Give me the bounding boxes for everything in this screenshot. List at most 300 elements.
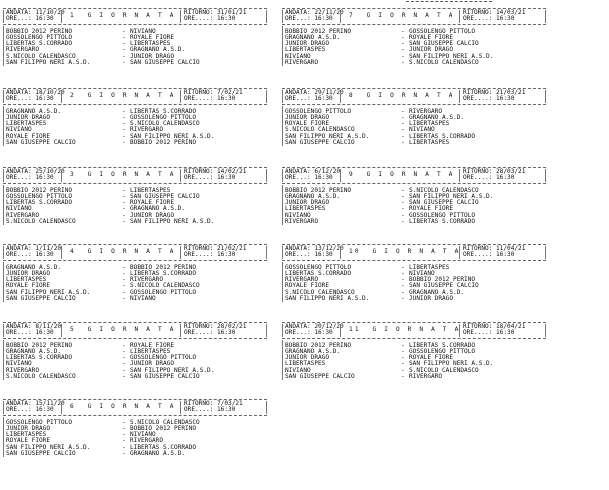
vs-dash: - [122,437,126,445]
home-team: GOSSOLENGO PITTOLO [285,107,352,115]
away-team: ROYALE FIORE [409,33,454,41]
giornata-title: 7 G I O R N A T A [349,12,455,20]
home-team: JUNIOR DRAGO [285,199,330,207]
separator [459,10,460,23]
giornata-header [3,90,267,103]
vs-dash: - [122,199,126,207]
vs-dash: - [122,450,126,458]
home-team: SAN GIUSEPPE CALCIO [285,373,355,381]
divider [3,183,267,184]
vs-dash: - [401,269,405,277]
andata-date: ANDATA: 20/12/20 [285,323,344,330]
giornata-header [282,90,546,103]
separator [340,169,341,182]
vs-dash: - [122,120,126,128]
vs-dash: - [401,373,405,381]
separator [180,90,181,103]
vs-dash: - [401,46,405,54]
away-team: ROYALE FIORE [409,205,454,213]
vs-dash: - [401,288,405,296]
separator [459,90,460,103]
divider [282,183,546,184]
away-team: NIVIANO [409,269,435,277]
andata-time: ORE...: 16:30 [285,95,333,103]
vs-dash: - [401,139,405,147]
vs-dash: - [122,354,126,362]
match-row [4,296,267,302]
home-team: SAN FILIPPO NERI A.S.D. [285,295,370,303]
away-team: LIBERTASPES [409,120,450,128]
away-team: SAN FILIPPO NERI A.S.D. [130,218,215,226]
away-team: JUNIOR DRAGO [130,360,175,368]
match-row [4,374,267,380]
separator [61,169,62,182]
home-team: RIVERGARO [285,59,319,67]
andata-time: ORE...: 16:30 [6,15,54,23]
ritorno-time: ORE....: 16:30 [463,251,515,259]
andata-time: ORE...: 16:30 [285,15,333,23]
away-team: SAN FILIPPO NERI A.S.D. [409,360,494,368]
away-team: JUNIOR DRAGO [409,46,454,54]
giornata-block [3,398,267,457]
home-team: GRAGNANO A.S.D. [6,107,62,115]
vs-dash: - [122,40,126,48]
vs-dash: - [122,46,126,54]
vs-dash: - [122,366,126,374]
ritorno-date: RITORNO: 14/03/21 [463,9,526,16]
vs-dash: - [122,282,126,290]
vs-dash: - [122,113,126,121]
ritorno-date: RITORNO: 11/04/21 [463,245,526,252]
giornata-block [282,166,546,225]
match-row [283,374,546,380]
vs-dash: - [122,59,126,67]
ritorno-date: RITORNO: 21/02/21 [184,245,247,252]
match-list [3,185,267,226]
match-list [3,262,267,303]
vs-dash: - [401,354,405,362]
home-team: ROYALE FIORE [6,132,51,140]
giornata-title: 2 G I O R N A T A [70,92,176,100]
away-team: GOSSOLENGO PITTOLO [130,113,197,121]
vs-dash: - [401,192,405,200]
away-team: ROYALE FIORE [409,354,454,362]
giornata-header [282,324,546,337]
home-team: SAN FILIPPO NERI A.S.D. [6,288,91,296]
separator [340,90,341,103]
vs-dash: - [401,276,405,284]
vs-dash: - [401,33,405,41]
vs-dash: - [122,132,126,140]
giornata-block [282,7,546,66]
home-team: GRAGNANO A.S.D. [285,33,341,41]
away-team: SAN GIUSEPPE CALCIO [409,199,479,207]
away-team: S.NICOLO CALENDASCO [409,59,479,67]
vs-dash: - [122,139,126,147]
home-team: S.NICOLO CALENDASCO [6,373,76,381]
giornata-block [3,321,267,380]
away-team: LIBERTAS S.CORRADO [130,443,197,451]
home-team: GOSSOLENGO PITTOLO [6,33,73,41]
vs-dash: - [122,263,126,271]
vs-dash: - [122,269,126,277]
vs-dash: - [401,295,405,303]
home-team: GOSSOLENGO PITTOLO [6,192,73,200]
andata-time: ORE...: 16:30 [285,251,333,259]
giornata-header [3,246,267,259]
separator [459,324,460,337]
home-team: RIVERGARO [6,211,40,219]
separator [180,324,181,337]
ritorno-date: RITORNO: 21/03/21 [463,89,526,96]
away-team: RIVERGARO [409,373,443,381]
vs-dash: - [122,186,126,194]
separator [340,324,341,337]
home-team: SAN FILIPPO NERI A.S.D. [6,59,91,67]
vs-dash: - [401,347,405,355]
away-team: LIBERTAS S.CORRADO [409,341,476,349]
away-team: GOSSOLENGO PITTOLO [130,354,197,362]
away-team: LIBERTASPES [130,347,171,355]
andata-time: ORE...: 16:30 [285,329,333,337]
away-team: LIBERTASPES [130,186,171,194]
away-team: GOSSOLENGO PITTOLO [409,347,476,355]
match-list [3,26,267,67]
home-team: LIBERTASPES [6,276,47,284]
vs-dash: - [122,295,126,303]
away-team: ROYALE FIORE [130,341,175,349]
ritorno-date: RITORNO: 7/02/21 [184,89,243,96]
giornata-title: 11 G I O R N A T A [349,326,461,334]
away-team: JUNIOR DRAGO [130,52,175,60]
vs-dash: - [122,27,126,35]
away-team: JUNIOR DRAGO [130,211,175,219]
vs-dash: - [122,205,126,213]
giornata-title: 6 G I O R N A T A [70,403,176,411]
ritorno-time: ORE....: 16:30 [184,174,236,182]
home-team: RIVERGARO [6,46,40,54]
vs-dash: - [401,132,405,140]
home-team: BOBBIO 2012 PERINO [6,27,73,35]
away-team: SAN GIUSEPPE CALCIO [409,282,479,290]
vs-dash: - [122,443,126,451]
vs-dash: - [401,263,405,271]
match-list [3,417,267,458]
away-team: RIVERGARO [409,107,443,115]
match-row [283,60,546,66]
home-team: SAN GIUSEPPE CALCIO [6,450,76,458]
ritorno-date: RITORNO: 14/02/21 [184,168,247,175]
divider [282,24,546,25]
divider [3,415,267,416]
home-team: JUNIOR DRAGO [285,354,330,362]
separator [61,401,62,414]
home-team: BOBBIO 2012 PERINO [285,341,352,349]
match-list [3,106,267,147]
giornata-block [282,243,546,302]
divider [282,104,546,105]
vs-dash: - [401,211,405,219]
separator [61,10,62,23]
away-team: BOBBIO 2012 PERINO [130,263,197,271]
home-team: ROYALE FIORE [285,120,330,128]
ritorno-date: RITORNO: 18/04/21 [463,323,526,330]
home-team: SAN GIUSEPPE CALCIO [285,139,355,147]
giornata-title: 8 G I O R N A T A [349,92,455,100]
separator [61,246,62,259]
vs-dash: - [122,288,126,296]
home-team: JUNIOR DRAGO [285,113,330,121]
andata-date: ANDATA: 11/10/20 [6,9,65,16]
vs-dash: - [401,341,405,349]
away-team: BOBBIO 2012 PERINO [130,139,197,147]
giornata-title: 3 G I O R N A T A [70,171,176,179]
separator [459,169,460,182]
home-team: LIBERTAS S.CORRADO [285,269,352,277]
home-team: SAN GIUSEPPE CALCIO [6,295,76,303]
away-team: NIVIANO [130,431,156,439]
giornata-title: 4 G I O R N A T A [70,248,176,256]
andata-date: ANDATA: 13/12/20 [285,245,344,252]
away-team: SAN FILIPPO NERI A.S.D. [130,366,215,374]
home-team: NIVIANO [6,360,32,368]
match-list [282,106,546,147]
giornata-header [282,246,546,259]
ritorno-time: ORE....: 16:30 [184,406,236,414]
home-team: RIVERGARO [6,366,40,374]
match-list [282,340,546,381]
home-team: JUNIOR DRAGO [6,424,51,432]
vs-dash: - [401,40,405,48]
ritorno-time: ORE....: 16:30 [184,251,236,259]
match-row [283,219,546,225]
home-team: ROYALE FIORE [285,282,330,290]
vs-dash: - [122,211,126,219]
away-team: LIBERTASPES [409,263,450,271]
away-team: BOBBIO 2012 PERINO [409,276,476,284]
match-list [282,262,546,303]
match-row [4,60,267,66]
vs-dash: - [122,33,126,41]
giornata-title: 10 G I O R N A T A [349,248,461,256]
away-team: RIVERGARO [130,437,164,445]
away-team: GRAGNANO A.S.D. [130,205,186,213]
away-team: SAN FILIPPO NERI A.S.D. [409,192,494,200]
vs-dash: - [122,192,126,200]
separator [61,324,62,337]
andata-date: ANDATA: 25/10/20 [6,168,65,175]
andata-time: ORE...: 16:30 [285,174,333,182]
andata-time: ORE...: 16:30 [6,251,54,259]
home-team: RIVERGARO [285,218,319,226]
home-team: NIVIANO [285,52,311,60]
vs-dash: - [401,126,405,134]
away-team: SAN GIUSEPPE CALCIO [409,40,479,48]
ritorno-time: ORE....: 16:30 [184,329,236,337]
ritorno-time: ORE....: 16:30 [463,95,515,103]
home-team: S.NICOLO CALENDASCO [6,218,76,226]
separator [340,246,341,259]
vs-dash: - [122,373,126,381]
home-team: JUNIOR DRAGO [6,269,51,277]
divider [3,338,267,339]
andata-date: ANDATA: 18/10/20 [6,89,65,96]
giornata-title: 5 G I O R N A T A [70,326,176,334]
away-team: NIVIANO [409,126,435,134]
giornata-block [3,166,267,225]
vs-dash: - [401,186,405,194]
vs-dash: - [401,282,405,290]
andata-date: ANDATA: 8/11/20 [6,323,62,330]
ritorno-time: ORE....: 16:30 [463,329,515,337]
home-team: S.NICOLO CALENDASCO [285,126,355,134]
away-team: SAN GIUSEPPE CALCIO [130,192,200,200]
vs-dash: - [401,218,405,226]
away-team: NIVIANO [130,295,156,303]
vs-dash: - [122,347,126,355]
separator [340,10,341,23]
separator [180,401,181,414]
home-team: BOBBIO 2012 PERINO [285,186,352,194]
away-team: SAN GIUSEPPE CALCIO [130,59,200,67]
separator [459,246,460,259]
home-team: LIBERTASPES [285,360,326,368]
away-team: LIBERTAS S.CORRADO [130,269,197,277]
away-team: NIVIANO [130,27,156,35]
divider [282,338,546,339]
vs-dash: - [122,424,126,432]
home-team: GOSSOLENGO PITTOLO [285,263,352,271]
top-divider [406,1,492,2]
away-team: GRAGNANO A.S.D. [409,288,465,296]
home-team: SAN GIUSEPPE CALCIO [6,139,76,147]
giornata-block [282,87,546,146]
andata-time: ORE...: 16:30 [6,95,54,103]
away-team: ROYALE FIORE [130,33,175,41]
home-team: GRAGNANO A.S.D. [6,263,62,271]
home-team: GRAGNANO A.S.D. [6,347,62,355]
vs-dash: - [401,27,405,35]
ritorno-time: ORE....: 16:30 [184,15,236,23]
giornata-title: 9 G I O R N A T A [349,171,455,179]
home-team: RIVERGARO [285,276,319,284]
vs-dash: - [122,126,126,134]
home-team: NIVIANO [285,211,311,219]
home-team: GRAGNANO A.S.D. [285,347,341,355]
vs-dash: - [122,341,126,349]
vs-dash: - [401,107,405,115]
vs-dash: - [401,59,405,67]
giornata-header [282,169,546,182]
separator [180,169,181,182]
away-team: S.NICOLO CALENDASCO [130,418,200,426]
home-team: ROYALE FIORE [6,437,51,445]
away-team: SAN GIUSEPPE CALCIO [130,373,200,381]
home-team: LIBERTASPES [6,120,47,128]
vs-dash: - [401,360,405,368]
vs-dash: - [122,218,126,226]
divider [3,24,267,25]
home-team: NIVIANO [285,366,311,374]
away-team: RIVERGARO [130,276,164,284]
ritorno-date: RITORNO: 31/01/21 [184,9,247,16]
away-team: S.NICOLO CALENDASCO [409,186,479,194]
home-team: BOBBIO 2012 PERINO [6,341,73,349]
match-row [283,296,546,302]
separator [61,90,62,103]
ritorno-date: RITORNO: 28/03/21 [463,168,526,175]
andata-date: ANDATA: 22/11/20 [285,9,344,16]
match-list [3,340,267,381]
divider [3,104,267,105]
andata-date: ANDATA: 29/11/20 [285,89,344,96]
andata-date: ANDATA: 15/11/20 [6,400,65,407]
divider [3,260,267,261]
vs-dash: - [122,360,126,368]
away-team: S.NICOLO CALENDASCO [130,120,200,128]
home-team: GOSSOLENGO PITTOLO [6,418,73,426]
giornata-block [3,87,267,146]
away-team: GOSSOLENGO PITTOLO [130,288,197,296]
away-team: S.NICOLO CALENDASCO [130,282,200,290]
home-team: S.NICOLO CALENDASCO [285,288,355,296]
andata-time: ORE...: 16:30 [6,329,54,337]
away-team: SAN FILIPPO NERI A.S.D. [130,132,215,140]
away-team: LIBERTAS S.CORRADO [409,132,476,140]
home-team: BOBBIO 2012 PERINO [285,27,352,35]
andata-date: ANDATA: 1/11/20 [6,245,62,252]
home-team: LIBERTAS S.CORRADO [6,199,73,207]
away-team: ROYALE FIORE [130,199,175,207]
vs-dash: - [122,418,126,426]
match-list [282,185,546,226]
vs-dash: - [122,52,126,60]
home-team: JUNIOR DRAGO [285,40,330,48]
away-team: JUNIOR DRAGO [409,295,454,303]
match-row [4,140,267,146]
giornata-header [282,10,546,23]
giornata-header [3,10,267,23]
away-team: GRAGNANO A.S.D. [130,450,186,458]
away-team: S.NICOLO CALENDASCO [409,366,479,374]
away-team: GRAGNANO A.S.D. [130,46,186,54]
vs-dash: - [401,120,405,128]
ritorno-date: RITORNO: 28/02/21 [184,323,247,330]
vs-dash: - [401,52,405,60]
andata-time: ORE...: 16:30 [6,174,54,182]
giornata-block [282,321,546,380]
away-team: GRAGNANO A.S.D. [409,113,465,121]
away-team: GOSSOLENGO PITTOLO [409,27,476,35]
giornata-header [3,169,267,182]
away-team: LIBERTASPES [130,40,171,48]
giornata-block [3,243,267,302]
away-team: LIBERTASPES [409,139,450,147]
vs-dash: - [401,199,405,207]
giornata-block [3,7,267,66]
away-team: GOSSOLENGO PITTOLO [409,211,476,219]
away-team: RIVERGARO [130,126,164,134]
match-row [4,451,267,457]
home-team: LIBERTASPES [6,431,47,439]
home-team: BOBBIO 2012 PERINO [6,186,73,194]
home-team: SAN FILIPPO NERI A.S.D. [6,443,91,451]
away-team: BOBBIO 2012 PERINO [130,424,197,432]
separator [180,246,181,259]
home-team: SAN FILIPPO NERI A.S.D. [285,132,370,140]
away-team: LIBERTAS S.CORRADO [409,218,476,226]
away-team: SAN FILIPPO NERI A.S.D. [409,52,494,60]
